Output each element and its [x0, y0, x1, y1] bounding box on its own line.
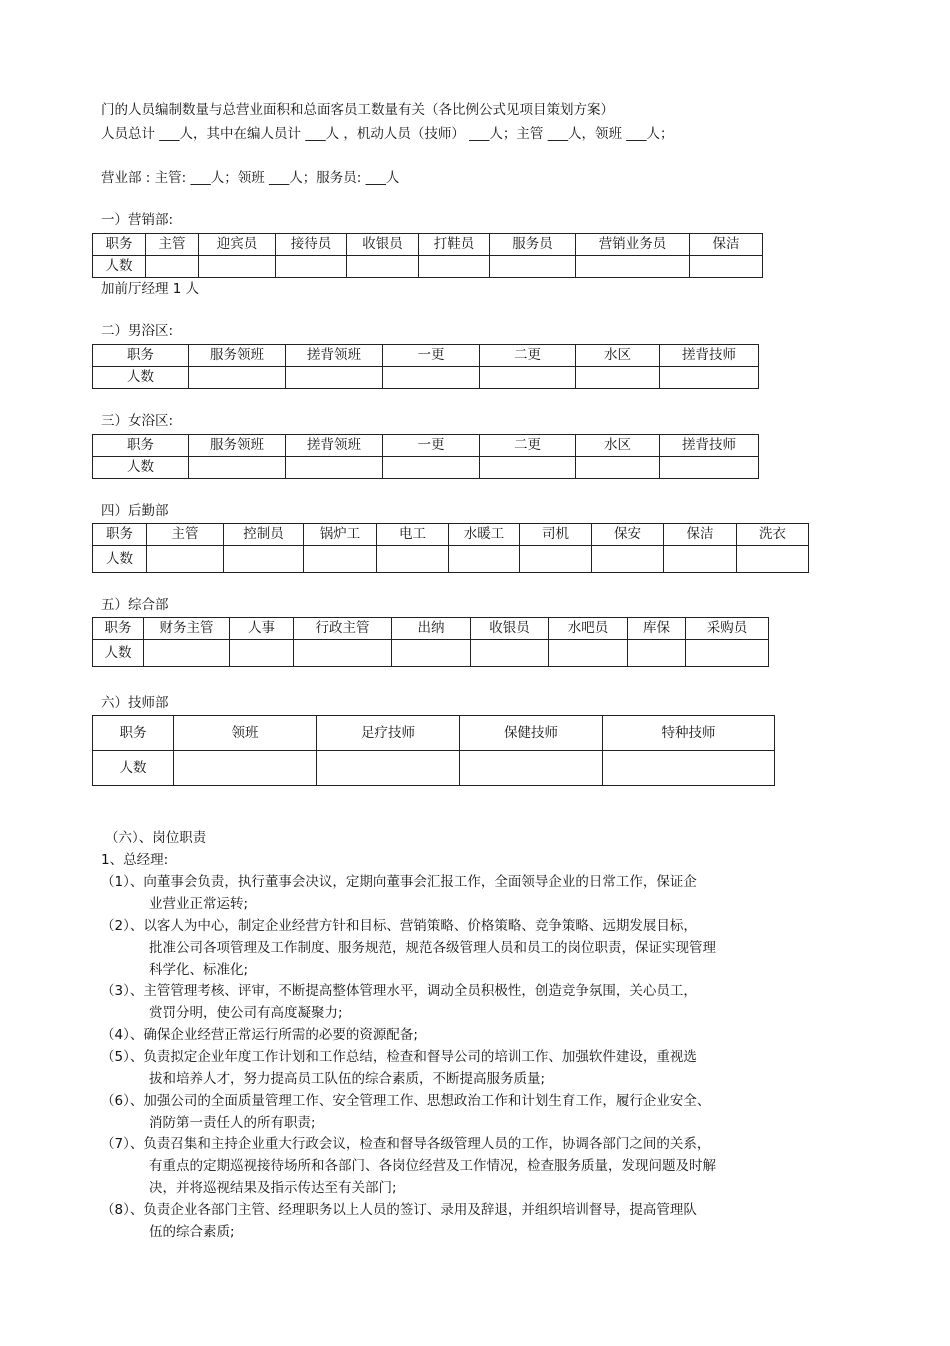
empty-cell: [174, 751, 317, 786]
duty-continuation: 科学化、标准化;: [149, 962, 249, 978]
empty-cell: [576, 457, 660, 479]
empty-cell: [347, 256, 419, 278]
header-cell: 职务: [93, 345, 189, 367]
header-cell: 水区: [576, 435, 660, 457]
duty-first-line: （3）、主管管理考核、评审，不断提高整体管理水平，调动全员积极性，创造竞争氛围，关心员工，: [101, 983, 697, 999]
duty-continuation: 拔和培养人才，努力提高员工队伍的综合素质，不断提高服务质量;: [149, 1071, 546, 1087]
row-label-cell: 人数: [93, 751, 174, 786]
empty-cell: [520, 546, 592, 573]
row-label-cell: 人数: [93, 640, 144, 667]
header-cell: 保健技师: [460, 716, 603, 751]
header-cell: 收银员: [347, 234, 419, 256]
empty-cell: [146, 256, 199, 278]
empty-cell: [383, 367, 480, 389]
empty-cell: [224, 546, 304, 573]
header-cell: 主管: [146, 234, 199, 256]
empty-cell: [576, 367, 660, 389]
header-cell: 一更: [383, 435, 480, 457]
header-cell: 特种技师: [603, 716, 775, 751]
empty-cell: [660, 367, 759, 389]
duty-first-line: （6）、加强公司的全面质量管理工作、安全管理工作、思想政治工作和计划生育工作，履行企业安全、: [101, 1093, 711, 1109]
empty-cell: [449, 546, 520, 573]
table-mens-bath: [92, 344, 759, 389]
header-cell: 服务员: [490, 234, 576, 256]
empty-cell: [664, 546, 737, 573]
empty-cell: [737, 546, 809, 573]
marketing-note: 加前厅经理 1 人: [101, 281, 200, 297]
empty-cell: [189, 457, 286, 479]
table-row: [93, 640, 769, 667]
header-cell: 接待员: [276, 234, 347, 256]
header-cell: 搓背领班: [286, 345, 383, 367]
empty-cell: [592, 546, 664, 573]
duty-continuation: 决，并将巡视结果及指示传达至有关部门;: [149, 1180, 397, 1196]
header-cell: 保洁: [664, 524, 737, 546]
empty-cell: [480, 457, 576, 479]
header-cell: 服务领班: [189, 435, 286, 457]
duty-item: [101, 871, 791, 915]
empty-cell: [471, 640, 549, 667]
header-cell: 水吧员: [549, 618, 628, 640]
section-title-marketing: 一）营销部:: [101, 212, 174, 228]
table-row: [93, 546, 809, 573]
header-cell: 司机: [520, 524, 592, 546]
duty-first-line: （7）、负责召集和主持企业重大行政会议，检查和督导各级管理人员的工作，协调各部门之间的关系，: [101, 1136, 711, 1152]
header-cell: 二更: [480, 435, 576, 457]
duty-continuation: 伍的综合素质;: [149, 1224, 235, 1240]
table-header-row: [93, 524, 809, 546]
empty-cell: [286, 367, 383, 389]
empty-cell: [144, 640, 230, 667]
header-cell: 主管: [147, 524, 224, 546]
duty-continuation: 批准公司各项管理及工作制度、服务规范，规范各级管理人员和员工的岗位职责，保证实现管理: [149, 940, 716, 956]
header-cell: 打鞋员: [419, 234, 490, 256]
empty-cell: [392, 640, 471, 667]
empty-cell: [199, 256, 276, 278]
intro-line-3: 营业部 : 主管: ___人；领班 ___人；服务员: ___人: [101, 170, 400, 186]
duty-continuation: 业营业正常运转;: [149, 896, 249, 912]
header-cell: 迎宾员: [199, 234, 276, 256]
duty-first-line: （5）、负责拟定企业年度工作计划和工作总结，检查和督导公司的培训工作、加强软件建设，重视选: [101, 1049, 697, 1065]
table-marketing: [92, 233, 763, 278]
header-cell: 保安: [592, 524, 664, 546]
header-cell: 足疗技师: [317, 716, 460, 751]
table-general: [92, 617, 769, 667]
duty-item: [101, 1024, 791, 1046]
table-header-row: [93, 234, 763, 256]
empty-cell: [286, 457, 383, 479]
duty-continuation: 赏罚分明，使公司有高度凝聚力;: [149, 1005, 343, 1021]
duty-item: [101, 915, 791, 981]
header-cell: 水区: [576, 345, 660, 367]
empty-cell: [686, 640, 769, 667]
empty-cell: [304, 546, 377, 573]
section-title-logistics: 四）后勤部: [101, 503, 169, 519]
table-technician: [92, 715, 775, 786]
duty-first-line: （8）、负责企业各部门主管、经理职务以上人员的签订、录用及辞退，并组织培训督导，提高管理队: [101, 1202, 697, 1218]
duty-item: [101, 1133, 791, 1199]
row-label-cell: 人数: [93, 457, 189, 479]
header-cell: 控制员: [224, 524, 304, 546]
table-womens-bath: [92, 434, 759, 479]
duties-role-title: 1、总经理:: [101, 852, 169, 868]
header-cell: 搓背领班: [286, 435, 383, 457]
table-header-row: [93, 435, 759, 457]
row-label-cell: 人数: [93, 546, 147, 573]
table-row: [93, 751, 775, 786]
header-cell: 锅炉工: [304, 524, 377, 546]
header-cell: 职务: [93, 618, 144, 640]
header-cell: 采购员: [686, 618, 769, 640]
empty-cell: [189, 367, 286, 389]
empty-cell: [276, 256, 347, 278]
header-cell: 保洁: [690, 234, 763, 256]
duty-first-line: （4）、确保企业经营正常运行所需的必要的资源配备;: [101, 1027, 418, 1043]
table-row: [93, 367, 759, 389]
header-cell: 搓背技师: [660, 345, 759, 367]
header-cell: 出纳: [392, 618, 471, 640]
section-title-general: 五）综合部: [101, 597, 169, 613]
duty-continuation: 消防第一责任人的所有职责;: [149, 1115, 316, 1131]
empty-cell: [576, 256, 690, 278]
intro-line-2: 人员总计 ___人，其中在编人员计 ___人 ，机动人员（技师） ___人；主管 ___人，领班 ___人；: [101, 126, 674, 142]
header-cell: 库保: [628, 618, 686, 640]
header-cell: 洗衣: [737, 524, 809, 546]
empty-cell: [480, 367, 576, 389]
duty-item: [101, 980, 791, 1024]
table-header-row: [93, 345, 759, 367]
empty-cell: [660, 457, 759, 479]
duty-continuation: 有重点的定期巡视接待场所和各部门、各岗位经营及工作情况，检查服务质量，发现问题及时解: [149, 1158, 716, 1174]
header-cell: 领班: [174, 716, 317, 751]
header-cell: 二更: [480, 345, 576, 367]
row-label-cell: 人数: [93, 256, 146, 278]
empty-cell: [383, 457, 480, 479]
duty-item: [101, 1090, 791, 1134]
duty-item: [101, 1199, 791, 1243]
header-cell: 财务主管: [144, 618, 230, 640]
empty-cell: [230, 640, 294, 667]
section-title-technician: 六）技师部: [101, 695, 169, 711]
duty-first-line: （2）、以客人为中心，制定企业经营方针和目标、营销策略、价格策略、竞争策略、远期发展目标，: [101, 918, 697, 934]
empty-cell: [549, 640, 628, 667]
intro-line-1: 门的人员编制数量与总营业面积和总面客员工数量有关（各比例公式见项目策划方案）: [101, 102, 614, 118]
section-title-womens-bath: 三）女浴区:: [101, 413, 174, 429]
header-cell: 职务: [93, 716, 174, 751]
header-cell: 一更: [383, 345, 480, 367]
table-logistics: [92, 523, 809, 573]
empty-cell: [490, 256, 576, 278]
header-cell: 职务: [93, 234, 146, 256]
table-header-row: [93, 716, 775, 751]
empty-cell: [419, 256, 490, 278]
header-cell: 人事: [230, 618, 294, 640]
empty-cell: [628, 640, 686, 667]
header-cell: 收银员: [471, 618, 549, 640]
header-cell: 行政主管: [294, 618, 392, 640]
header-cell: 电工: [377, 524, 449, 546]
header-cell: 搓背技师: [660, 435, 759, 457]
duty-item: [101, 1046, 791, 1090]
duty-first-line: （1）、向董事会负责，执行董事会决议，定期向董事会汇报工作，全面领导企业的日常工作，保证企: [101, 874, 697, 890]
row-label-cell: 人数: [93, 367, 189, 389]
section-title-mens-bath: 二）男浴区:: [101, 323, 174, 339]
table-row: [93, 457, 759, 479]
table-header-row: [93, 618, 769, 640]
header-cell: 职务: [93, 435, 189, 457]
empty-cell: [460, 751, 603, 786]
header-cell: 水暖工: [449, 524, 520, 546]
header-cell: 营销业务员: [576, 234, 690, 256]
header-cell: 服务领班: [189, 345, 286, 367]
empty-cell: [690, 256, 763, 278]
header-cell: 职务: [93, 524, 147, 546]
duties-section-title: （六）、岗位职责: [105, 830, 207, 846]
empty-cell: [317, 751, 460, 786]
empty-cell: [294, 640, 392, 667]
table-row: [93, 256, 763, 278]
empty-cell: [377, 546, 449, 573]
empty-cell: [603, 751, 775, 786]
empty-cell: [147, 546, 224, 573]
